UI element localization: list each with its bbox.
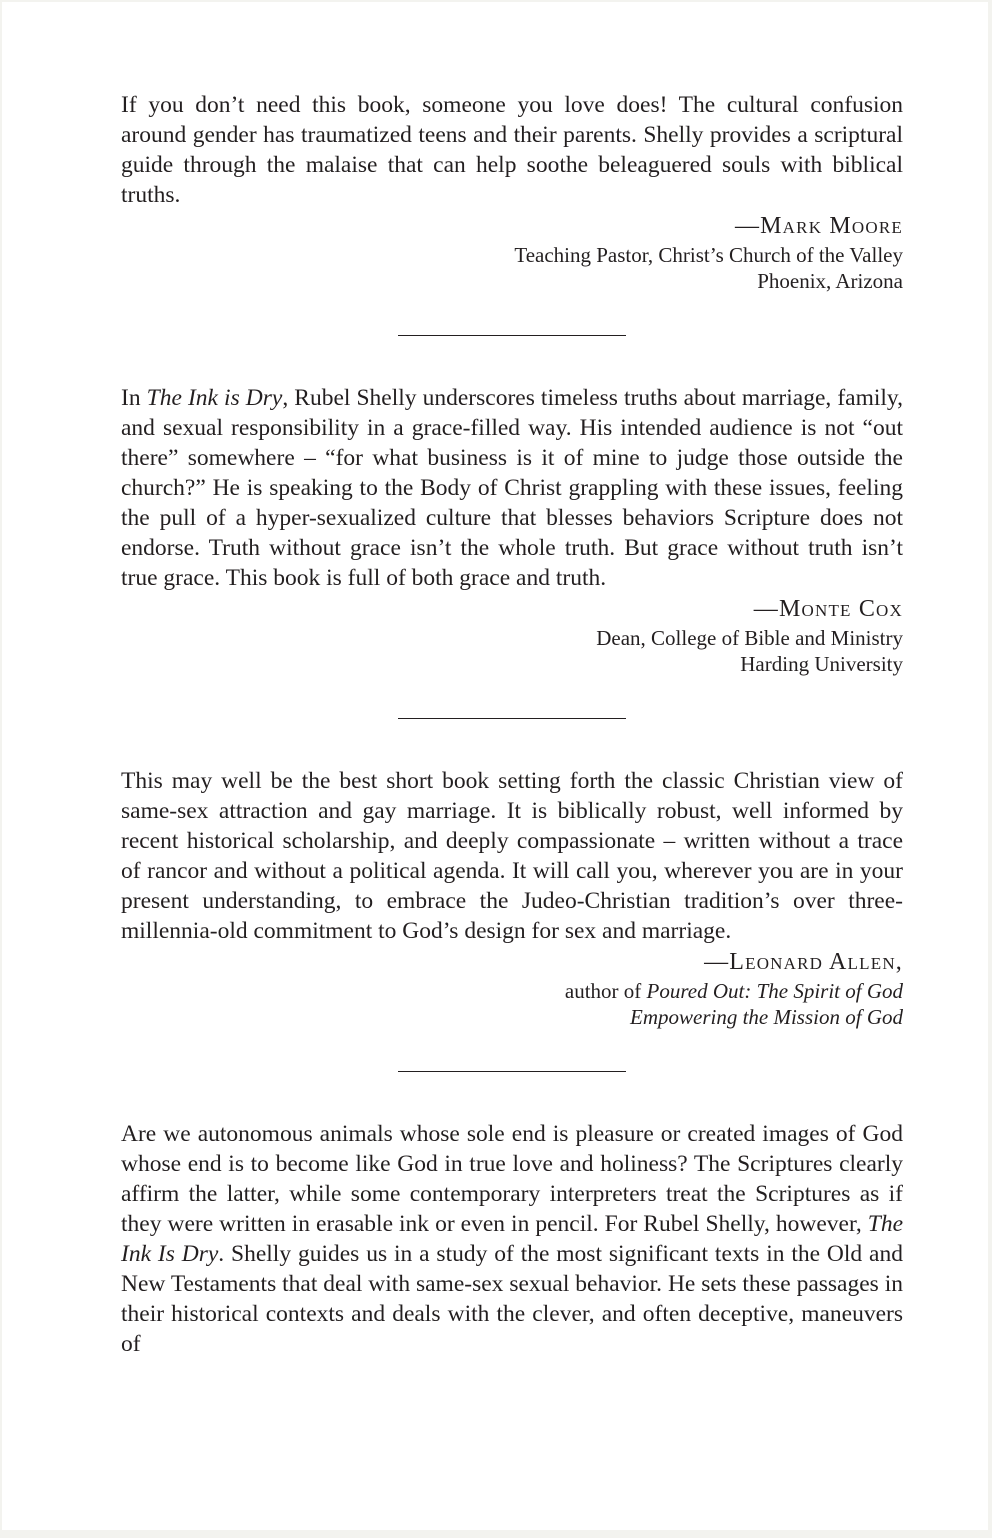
book-page [2,2,988,1530]
credential-text: author of [564,979,647,1003]
endorser-credential [121,242,903,268]
endorser-location [121,268,903,294]
text-run: In [121,385,147,411]
attribution [121,946,903,1030]
endorsement-text [121,90,903,210]
book-title: Empowering the Mission of God [630,1005,903,1029]
endorsement-continued [121,1119,903,1359]
section-divider [398,718,626,719]
section-divider [398,335,626,336]
endorser-credential [121,625,903,651]
text-run: . Shelly guides us in a study of the most significant texts in the Old and New Testaments that deal with same-sex sexual behavior. He sets these passages in their historical contexts and deals with the clever, and often deceptive, maneuvers of [121,1241,903,1357]
text-run: , Rubel Shelly underscores timeless truths about marriage, family, and sexual responsibility in a grace-filled way. His intended audience is not “out there” somewhere – “for what business is it of mine to judge those outside the church?” He is speaking to the Body of Christ grappling with these issues, feeling the pull of a hyper-sexualized culture that blesses behaviors Scripture does not endorse. Truth without grace isn’t the whole truth. But grace without truth isn’t true grace. This book is full of both grace and truth. [121,385,904,591]
credential-text: Phoenix, Arizona [757,269,903,293]
endorsements-column [121,90,903,1359]
attribution [121,593,903,677]
endorsement-monte-cox [121,383,903,677]
endorsement-text [121,766,903,946]
book-title: Poured Out: The Spirit of God [646,979,903,1003]
text-run: If you don’t need this book, someone you love does! The cultural confusion around gender has traumatized teens and their parents. Shelly provides a scriptural guide through the malaise that can help soothe beleaguered souls with biblical truths. [121,92,903,208]
endorser-name: —Mark Moore [734,213,903,239]
credential-text: Dean, College of Bible and Ministry [596,626,903,650]
text-run: This may well be the best short book setting forth the classic Christian view of same-sex attraction and gay marriage. It is biblically robust, well informed by recent historical scholarship, and deeply compassionate – written without a trace of rancor and without a political agenda. It will call you, wherever you are in your present understanding, to embrace the Judeo-Christian tradition’s over three-millennia-old commitment to God’s design for sex and marriage. [121,768,903,944]
endorser-name: —Monte Cox [753,596,903,622]
section-divider [398,1071,626,1072]
endorsement-text [121,1119,903,1359]
endorser-affiliation [121,651,903,677]
endorsement-leonard-allen [121,766,903,1030]
endorsement-mark-moore [121,90,903,294]
book-title: The Ink is Dry [146,385,283,411]
credential-text: Harding University [740,652,903,676]
attribution [121,210,903,294]
endorser-credential-continued [121,1004,903,1030]
credential-text: Teaching Pastor, Christ’s Church of the Valley [514,243,903,267]
endorser-credential [121,978,903,1004]
book-title: The Ink Is Dry [121,1211,903,1267]
endorsement-text [121,383,903,593]
text-run: Are we autonomous animals whose sole end is pleasure or created images of God whose end is to become like God in true love and holiness? The Scriptures clearly affirm the latter, while some contemporary interpreters treat the Scriptures as if they were written in erasable ink or even in pencil. For Rubel Shelly, however, [121,1121,903,1237]
endorser-name: —Leonard Allen, [704,949,903,975]
